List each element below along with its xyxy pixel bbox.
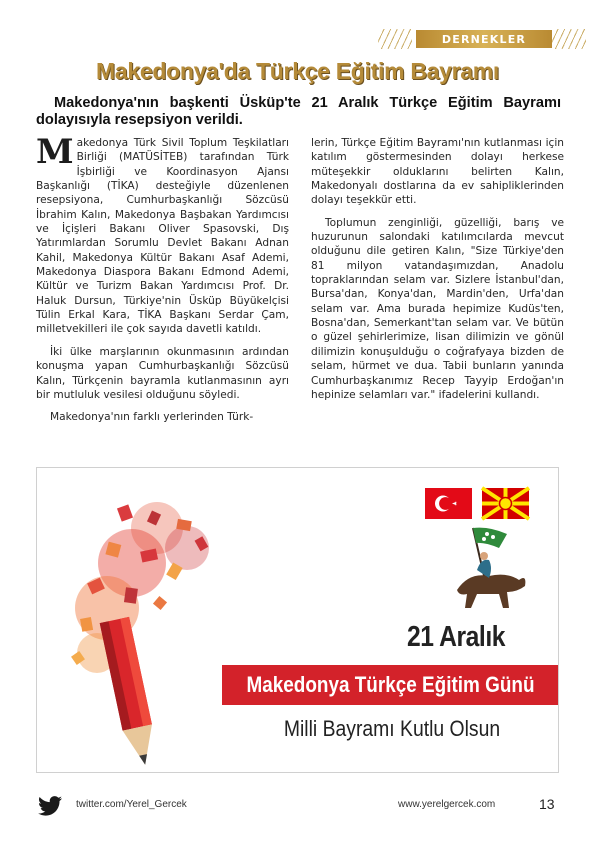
macedonia-flag-icon — [482, 488, 529, 519]
pencil-illustration — [71, 502, 209, 768]
drop-cap: M — [36, 132, 74, 172]
article-paragraph: lerin, Türkçe Eğitim Bayramı'nın kutlanması için katılım göstermesinden dolayı herkese müteşekkir olduklarını belirten Kalın, Makedonyalı dostlarına da ev sahipliklerinden dolayı teşekkür etti. — [311, 137, 564, 207]
article-column-right — [311, 136, 564, 410]
article-column-left — [36, 132, 289, 433]
turkey-flag-icon — [425, 488, 472, 519]
banner-stripes-left — [378, 29, 412, 49]
article-lead: Makedonya'nın başkenti Üsküp'te 21 Aralık Türkçe Eğitim Bayramı dolayısıyla resepsiyon verildi. — [36, 95, 561, 128]
poster-subtitle: Milli Bayramı Kutlu Olsun — [283, 716, 501, 741]
paragraph-text: akedonya Türk Sivil Toplum Teşkilatları Birliği (MATÜSİTEB) tarafından Türk İşbirliği ve Koordinasyon Ajansı Başkanlığı (TİKA) desteğiyle düzenlenen resepsiyona, Cumhurbaşkanlığı Sözcüsü İbrahim Kalın, Makedonya Başbakan Yardımcısı ve İçişleri Bakanı Oliver Spasovski, Dış Yatırımlardan Sorumlu Devlet Bakanı Adnan Kahil, Makedonya Kültür Bakanı Asaf Ademi, Makedonya Diaspora Bakanı Edmond Ademi, Kültür ve Turizm Bakan Yardımcısı Prof. Dr. Haluk Dursun, Türkiye'nin Üsküp Büyükelçisi Tülin Erkal Kara, TİKA Başkanı Serdar Çam, milletvekilleri ile çok sayıda davetli katıldı. — [36, 137, 289, 336]
article-headline: Makedonya'da Türkçe Eğitim Bayramı — [95, 58, 500, 84]
poster-title: Makedonya Türkçe Eğitim Günü — [246, 672, 535, 697]
page-number: 13 — [539, 796, 555, 812]
poster-title-band — [222, 665, 559, 705]
poster-date: 21 Aralık — [407, 621, 506, 653]
article-paragraph: İki ülke marşlarının okunmasının ardından konuşma yapan Cumhurbaşkanlığı Sözcüsü Kalın, Türkçenin bayramla kutlanmasının ayrı bir mutluluk vesilesi olduğunu söyledi. — [36, 345, 289, 401]
footer-twitter-handle[interactable]: twitter.com/Yerel_Gercek — [76, 799, 187, 810]
banner-stripes-right — [552, 29, 586, 49]
article-paragraph: Toplumun zenginliği, güzelliği, barış ve huzurunun salondaki katılımcılarda mevcut olduğunu dile getiren Kalın, "Size Türkiye'den 81 milyon vatandaşımızdan, Anadolu topraklarından selam var. Sizlere İstanbul'dan, Bursa'dan, Konya'dan, Mardin'den, Urfa'dan selam var. Ama burada hepimize Kudüs'ten, Bosna'dan, Semerkant'tan selam var. Ve bütün o güzel şehirlerimize, lisan dilimizin ve gönül dilimizin konuşulduğu o coğrafyaya bizden de selam, hürmet ve dua. Tabii bunların yanında Cumhurbaşkanımız Recep Tayyip Erdoğan'ın hepinize selamları var." ifadelerini kullandı. — [311, 216, 564, 401]
article-paragraph — [36, 132, 289, 337]
celebration-poster — [36, 467, 559, 773]
footer-website[interactable]: www.yerelgercek.com — [398, 799, 496, 810]
article-paragraph: Makedonya'nın farklı yerlerinden Türk- — [50, 411, 254, 424]
section-banner — [416, 30, 552, 48]
twitter-icon[interactable] — [38, 796, 62, 816]
section-label: DERNEKLER — [441, 32, 527, 46]
horse-rider-icon — [457, 528, 525, 608]
